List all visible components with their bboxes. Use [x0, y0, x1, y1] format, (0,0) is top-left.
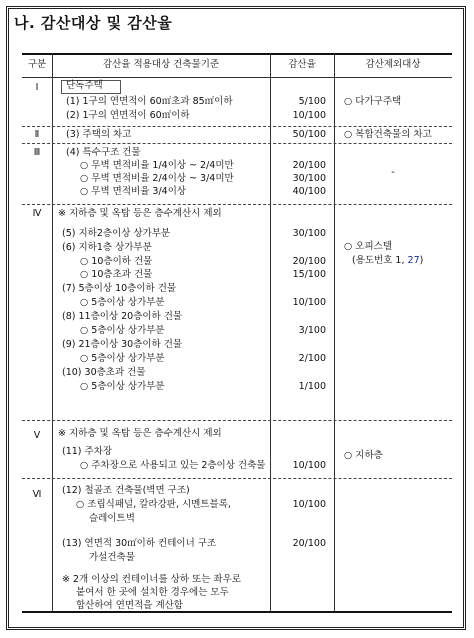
- rate-3: 50/100: [292, 129, 326, 140]
- exclusion-3: -: [391, 167, 395, 178]
- criteria-12: (12) 철골조 건축물(벽면 구조): [62, 485, 190, 496]
- rate-4a: 20/100: [292, 160, 326, 171]
- criteria-7: (7) 5층이상 10층이하 건물: [62, 283, 177, 294]
- criteria-4: (4) 특수구조 건물: [66, 147, 141, 158]
- note-6-line2: 붙여서 한 곳에 설치한 경우에는 모두: [76, 587, 229, 598]
- usage-suffix: ): [419, 255, 424, 266]
- criteria-11a: ○ 주차장으로 사용되고 있는 2층이상 건축물: [80, 460, 266, 471]
- criteria-4a: ○ 무벽 면적비율 1/4이상 ~ 2/4미만: [80, 160, 234, 171]
- note-6-line1: ※ 2개 이상의 컨테이너를 상하 또는 좌우로: [62, 574, 241, 585]
- col-divider-1: [52, 54, 53, 611]
- criteria-6: (6) 지하1층 상가부분: [62, 242, 152, 253]
- header-col-category: 구분: [27, 59, 47, 70]
- row-divider-4: [22, 420, 452, 421]
- criteria-11: (11) 주차장: [62, 446, 113, 457]
- rate-2: 10/100: [292, 110, 326, 121]
- rate-7a: 10/100: [292, 297, 326, 308]
- note-4: ※ 지하층 및 옥탑 등은 층수계산시 제외: [58, 208, 222, 219]
- criteria-10: (10) 30층초과 건물: [62, 367, 146, 378]
- rate-1: 5/100: [298, 96, 326, 107]
- category-2: Ⅱ: [34, 129, 40, 140]
- criteria-7a: ○ 5층이상 상가부분: [80, 297, 165, 308]
- criteria-2: (2) 1구의 연면적이 60㎡이하: [66, 110, 190, 121]
- row-divider-1: [22, 126, 452, 127]
- rate-9a: 2/100: [298, 353, 326, 364]
- rate-11: 10/100: [292, 460, 326, 471]
- category-5: Ⅴ: [33, 430, 41, 441]
- exclusion-4: ○ 오피스텔: [344, 241, 393, 252]
- rate-8a: 3/100: [298, 325, 326, 336]
- criteria-3: (3) 주택의 차고: [66, 129, 132, 140]
- rate-5: 30/100: [292, 228, 326, 239]
- criteria-12a: ○ 조립식패널, 칼라강판, 시멘트블록,: [76, 499, 231, 510]
- exclusion-4-usage: [352, 255, 423, 267]
- category-3: Ⅲ: [33, 147, 41, 158]
- criteria-4c: ○ 무벽 면적비율 3/4이상: [80, 186, 187, 197]
- criteria-9: (9) 21층이상 30층이하 건물: [62, 339, 183, 350]
- rate-6b: 15/100: [292, 269, 326, 280]
- rate-10a: 1/100: [298, 381, 326, 392]
- exclusion-1: ○ 다가구주택: [344, 96, 402, 107]
- rate-4b: 30/100: [292, 173, 326, 184]
- row-divider-3: [22, 204, 452, 205]
- criteria-8: (8) 11층이상 20층이하 건물: [62, 311, 183, 322]
- criteria-8a: ○ 5층이상 상가부분: [80, 325, 165, 336]
- row-divider-5: [22, 478, 452, 479]
- category-4: Ⅳ: [32, 208, 42, 219]
- note-6-line3: 합산하여 연면적을 계산함: [76, 600, 183, 611]
- table-top-border: [22, 53, 452, 55]
- criteria-6a: ○ 10층이하 건물: [80, 256, 153, 267]
- rate-6a: 20/100: [292, 256, 326, 267]
- rate-12: 10/100: [292, 499, 326, 510]
- header-col-exclusion: 감산제외대상: [365, 59, 421, 70]
- detached-house-label: 단독주택: [66, 80, 103, 91]
- rate-13: 20/100: [292, 538, 326, 549]
- exclusion-5: ○ 지하층: [344, 450, 383, 461]
- criteria-12b: 슬레이트벽: [89, 513, 135, 524]
- criteria-13a: (13) 연면적 30㎡이하 컨테이너 구조: [62, 538, 217, 549]
- row-divider-2: [22, 143, 452, 144]
- criteria-9a: ○ 5층이상 상가부분: [80, 353, 165, 364]
- note-5: ※ 지하층 및 옥탑 등은 층수계산시 제외: [58, 428, 222, 439]
- col-divider-3: [334, 54, 335, 611]
- criteria-6b: ○ 10층초과 건물: [80, 269, 153, 280]
- criteria-13b: 가설건축물: [89, 552, 135, 563]
- exclusion-2: ○ 복합건축물의 차고: [344, 129, 432, 140]
- criteria-5: (5) 지하2층이상 상가부분: [62, 228, 171, 239]
- criteria-4b: ○ 무벽 면적비율 2/4이상 ~ 3/4미만: [80, 173, 234, 184]
- header-col-rate: 감산율: [288, 59, 316, 70]
- category-1: Ⅰ: [35, 82, 39, 93]
- header-col-criteria: 감산율 적용대상 건축물기준: [102, 59, 220, 70]
- usage-prefix: (용도번호 1,: [352, 255, 408, 266]
- section-title: 나. 감산대상 및 감산율: [14, 14, 173, 32]
- rate-4c: 40/100: [292, 186, 326, 197]
- criteria-10a: ○ 5층이상 상가부분: [80, 381, 165, 392]
- header-divider: [22, 77, 452, 78]
- category-6: Ⅵ: [32, 489, 42, 500]
- criteria-1: (1) 1구의 연면적이 60㎡초과 85㎡이하: [66, 96, 233, 107]
- usage-link[interactable]: 27: [407, 255, 420, 266]
